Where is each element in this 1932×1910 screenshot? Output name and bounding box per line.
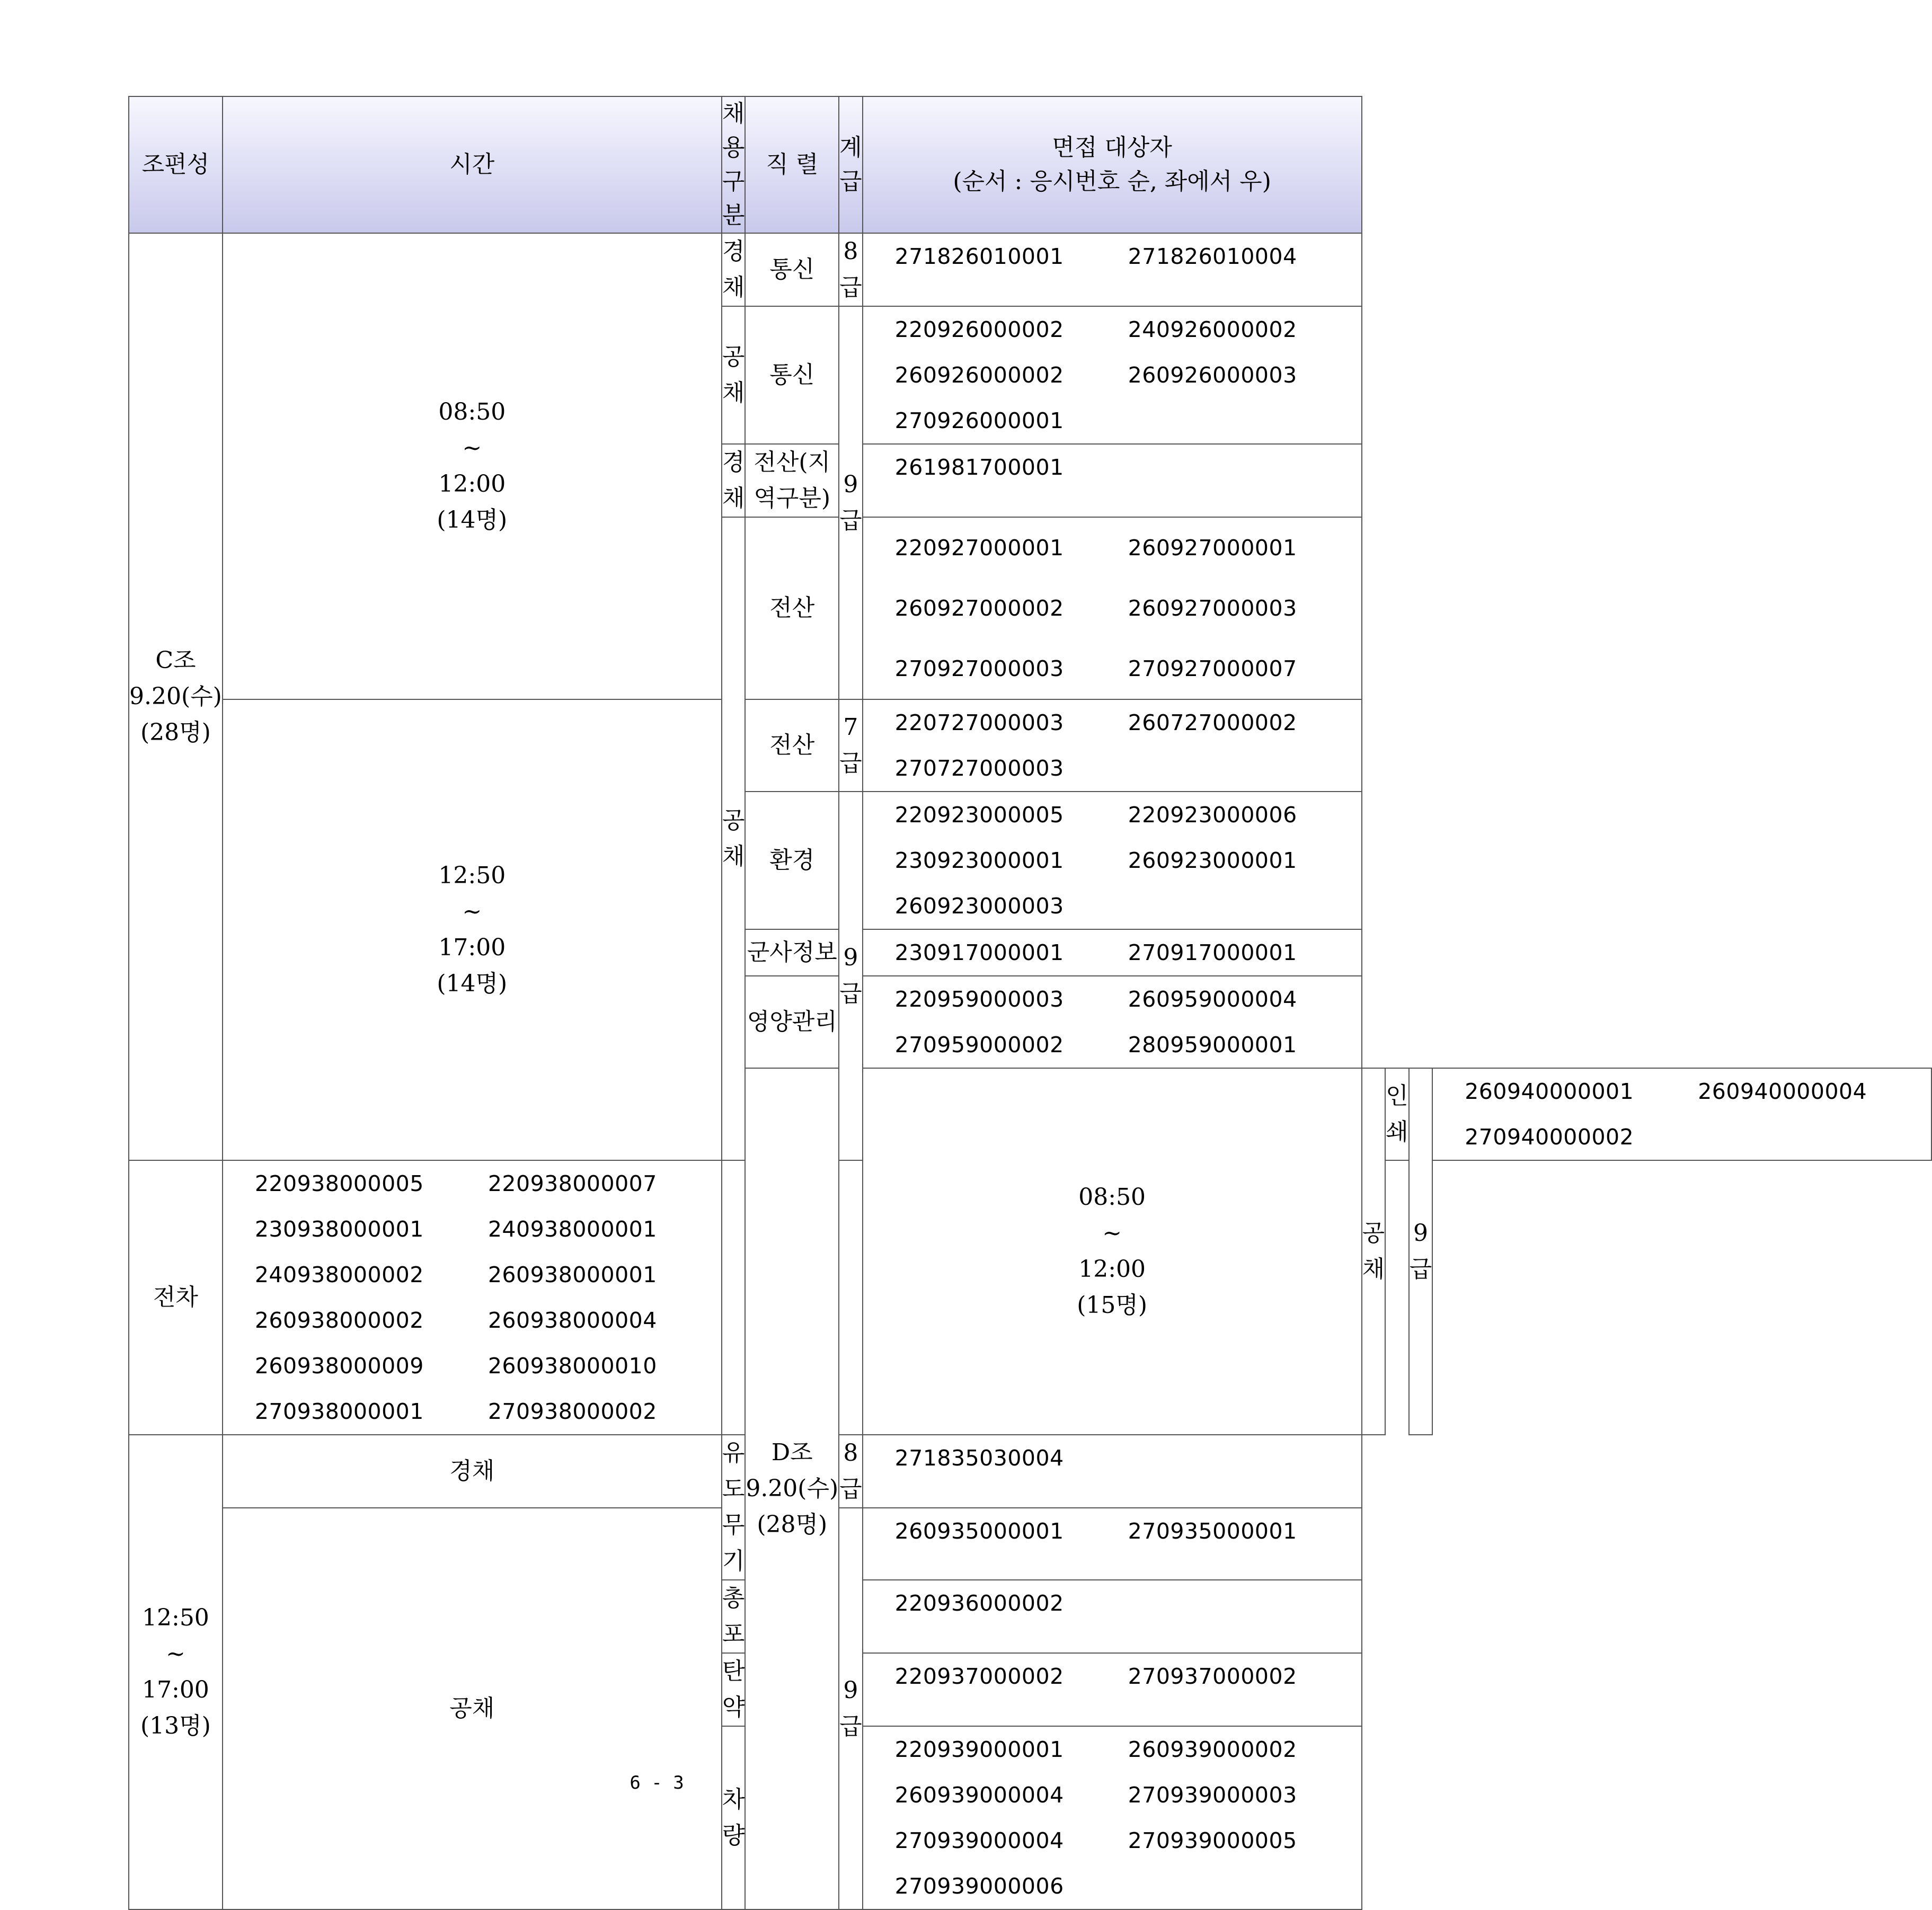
time-cell-d-am [863,1068,1362,1435]
candidate-ids [863,306,1362,444]
series-cell: 인쇄 [1385,1068,1409,1160]
table-row [129,1508,1931,1580]
grade-cell: 7급 [839,699,863,792]
candidate-ids [1432,1068,1931,1160]
candidate-id: 260940000004 [1698,1079,1867,1104]
id-row [863,1863,1361,1909]
header-targets-line2: (순서 : 응시번호 순, 좌에서 우) [953,168,1271,195]
candidate-id: 260923000001 [1128,848,1297,873]
series-cell: 전산 [745,699,839,792]
candidate-id: 270727000003 [894,756,1064,781]
time-count: (15명) [1077,1292,1148,1319]
time-start: 12:50 [142,1604,209,1631]
candidate-ids [863,929,1362,976]
group-name: D조 [771,1439,813,1466]
id-row [863,307,1361,352]
candidate-id: 220936000002 [894,1591,1064,1616]
type-cell: 경채 [722,444,746,517]
candidate-id: 260927000002 [894,596,1064,621]
id-row [223,1206,721,1252]
candidate-ids [863,1726,1362,1909]
id-row [863,1654,1361,1699]
candidate-id: 270917000001 [1128,940,1297,965]
candidate-id: 280959000001 [1128,1032,1297,1058]
candidate-id: 270959000002 [894,1032,1064,1058]
group-count: (28명) [757,1511,828,1538]
candidate-id: 220938000005 [254,1171,424,1196]
candidate-id: 220939000001 [894,1737,1064,1762]
candidate-id: 270938000002 [488,1399,657,1424]
candidate-ids [863,517,1362,699]
id-row [863,445,1361,490]
candidate-id: 220927000001 [894,535,1064,561]
id-row [223,1161,721,1206]
candidate-ids [863,1580,1362,1653]
candidate-id: 271826010004 [1128,244,1297,269]
series-cell: 통신 [745,233,839,306]
time-count: (14명) [437,507,508,534]
id-row [223,1389,721,1434]
header-type-line1: 채용 [722,100,745,161]
group-count: (28명) [140,719,211,746]
candidate-id: 260938000001 [488,1262,657,1287]
candidate-id: 261981700001 [894,455,1064,480]
candidate-id: 270939000006 [894,1873,1064,1899]
candidate-id: 270938000001 [254,1399,424,1424]
candidate-id: 270940000002 [1465,1124,1634,1150]
candidate-id: 271826010001 [894,244,1064,269]
candidate-id: 230938000001 [254,1216,424,1242]
type-cell: 공채 [722,306,746,444]
grade-cell: 9급 [1409,1068,1433,1435]
candidate-id: 270939000004 [894,1828,1064,1853]
series-cell: 탄약 [722,1653,746,1726]
grade-cell: 8급 [839,233,863,306]
candidate-id: 260927000003 [1128,596,1297,621]
id-row [863,883,1361,929]
candidate-ids [223,1160,722,1435]
type-cell: 공채 [1362,1068,1386,1435]
candidate-id: 260938000004 [488,1308,657,1333]
grade-cell: 8급 [839,1435,863,1508]
header-type-line2: 구분 [722,168,745,229]
group-cell-c [129,233,223,1160]
candidate-id: 220926000002 [894,317,1064,342]
candidate-id: 230923000001 [894,848,1064,873]
id-row [223,1252,721,1298]
grade-cell: 9급 [839,306,863,699]
candidate-id: 230917000001 [894,940,1064,965]
candidate-id: 260939000004 [894,1782,1064,1808]
candidate-id: 270927000003 [894,656,1064,681]
id-row [863,1818,1361,1863]
interview-schedule-table [128,96,1932,1910]
series-cell: 전차 [129,1160,223,1435]
group-date: 9.20(수) [129,683,222,710]
candidate-id: 270937000002 [1128,1664,1297,1689]
candidate-id: 240938000002 [254,1262,424,1287]
time-tilde: ~ [1102,1220,1122,1247]
id-row [863,838,1361,883]
series-cell: 차량 [722,1726,746,1909]
candidate-id: 260938000010 [488,1353,657,1379]
group-date: 9.20(수) [746,1475,839,1502]
series-cell: 통신 [745,306,839,444]
time-cell-c-pm [223,699,722,1160]
header-targets [863,96,1362,233]
candidate-id: 240938000001 [488,1216,657,1242]
group-name: C조 [155,647,196,674]
time-cell-d-pm [129,1435,223,1909]
candidate-id: 260938000009 [254,1353,424,1379]
id-row [863,398,1361,443]
id-row [863,638,1361,699]
candidate-id: 270927000007 [1128,656,1297,681]
time-end: 12:00 [438,470,506,498]
type-cell: 경채 [722,233,746,306]
time-count: (13명) [140,1712,211,1739]
type-cell: 경채 [223,1435,722,1508]
id-row [863,700,1361,745]
time-tilde: ~ [462,434,482,461]
candidate-id: 220923000006 [1128,802,1297,828]
id-row [863,976,1361,1022]
candidate-ids [863,233,1362,306]
candidate-id: 240926000002 [1128,317,1297,342]
grade-cell: 9급 [839,1508,863,1909]
series-cell: 유도무기 [722,1435,746,1580]
time-start: 12:50 [438,862,506,889]
candidate-id: 271835030004 [894,1445,1064,1471]
candidate-ids [863,1435,1362,1508]
candidate-id: 270926000001 [894,408,1064,433]
id-row [1433,1069,1931,1114]
time-end: 12:00 [1078,1256,1146,1283]
series-cell: 환경 [745,792,839,929]
time-count: (14명) [437,970,508,997]
time-end: 17:00 [142,1676,209,1703]
table-row [129,699,1931,792]
candidate-id: 220959000003 [894,987,1064,1012]
time-end: 17:00 [438,934,506,961]
header-targets-line1: 면접 대상자 [1052,134,1172,161]
candidate-ids [863,699,1362,792]
header-grade: 계급 [839,96,863,233]
candidate-id: 260940000001 [1465,1079,1634,1104]
candidate-id: 270935000001 [1128,1518,1297,1544]
grade-cell: 9급 [839,792,863,1160]
id-row [223,1298,721,1343]
candidate-id: 220938000007 [488,1171,657,1196]
candidate-id: 270939000003 [1128,1782,1297,1808]
candidate-id: 260926000003 [1128,362,1297,388]
table-row [129,1435,1931,1508]
id-row [863,1435,1361,1481]
header-time: 시간 [223,96,722,233]
series-cell: 전산(지역구분) [745,444,839,517]
candidate-ids [863,1653,1362,1726]
id-row [863,352,1361,398]
header-group: 조편성 [129,96,223,233]
time-tilde: ~ [462,898,482,925]
series-cell: 군사정보 [745,929,839,976]
candidate-id: 220937000002 [894,1664,1064,1689]
type-cell: 공채 [722,517,746,1160]
series-cell: 총포 [722,1580,746,1653]
id-row [863,745,1361,791]
candidate-id: 260935000001 [894,1518,1064,1544]
candidate-id: 260938000002 [254,1308,424,1333]
id-row [863,792,1361,838]
candidate-id: 220923000005 [894,802,1064,828]
candidate-id: 260926000002 [894,362,1064,388]
id-row [863,930,1361,975]
series-cell: 전산 [745,517,839,699]
id-row [863,578,1361,638]
header-row [129,96,1931,233]
id-row [1433,1114,1931,1160]
header-series: 직 렬 [745,96,839,233]
type-cell: 공채 [223,1508,722,1909]
candidate-id: 260923000003 [894,893,1064,919]
candidate-id: 260727000002 [1128,710,1297,735]
id-row [863,1022,1361,1068]
time-cell-c-am [223,233,722,699]
series-cell: 영양관리 [745,976,839,1068]
candidate-id: 270939000005 [1128,1828,1297,1853]
id-row [863,518,1361,578]
time-start: 08:50 [438,398,506,425]
candidate-id: 260927000001 [1128,535,1297,561]
candidate-id: 220727000003 [894,710,1064,735]
candidate-id: 260959000004 [1128,987,1297,1012]
candidate-ids [863,444,1362,517]
candidate-ids [863,792,1362,929]
id-row [863,234,1361,279]
candidate-ids [863,1508,1362,1580]
id-row [223,1343,721,1389]
header-type [722,96,746,233]
time-tilde: ~ [165,1640,185,1667]
time-start: 08:50 [1078,1184,1146,1211]
table-row [129,233,1931,306]
id-row [863,1508,1361,1554]
candidate-id: 260939000002 [1128,1737,1297,1762]
id-row [863,1580,1361,1626]
id-row [863,1727,1361,1772]
page-number: 6 - 3 [630,1772,684,1793]
candidate-ids [863,976,1362,1068]
